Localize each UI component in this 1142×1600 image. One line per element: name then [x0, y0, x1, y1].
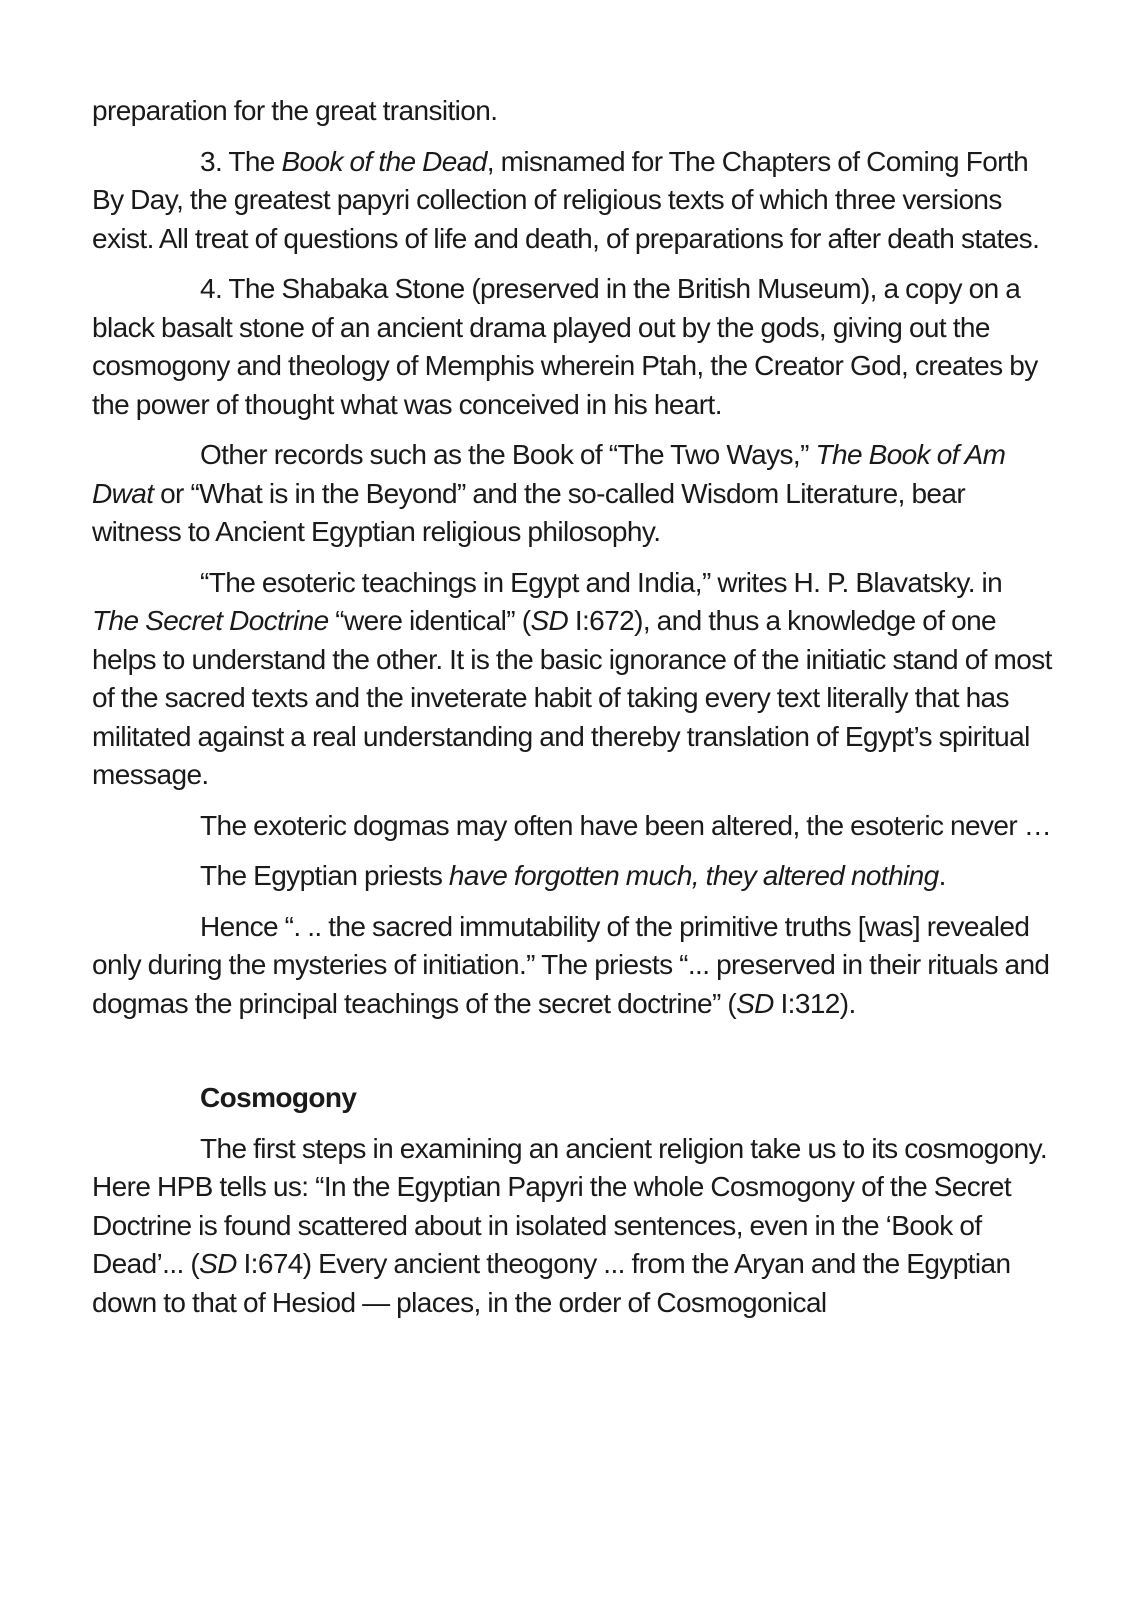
italic-abbrev: SD	[736, 987, 774, 1019]
text-segment: Other records such as the Book of “The Two Ways,”	[200, 439, 816, 470]
italic-phrase: have forgotten much, they altered nothing	[448, 860, 939, 891]
italic-title: The Secret Doctrine	[92, 605, 329, 636]
text-segment: The Egyptian priests	[200, 860, 449, 891]
section-heading-cosmogony	[92, 1079, 1052, 1118]
text-segment: I:312).	[773, 987, 856, 1019]
italic-abbrev: SD	[530, 605, 569, 636]
paragraph-egyptian-priests	[92, 857, 1052, 896]
text-segment: I:674) Every ancient theogony ... from the Aryan and the Egyptian down to that of Hesiod — places, in the order of Cosmogonical	[92, 1248, 1011, 1318]
paragraph-hence	[92, 908, 1052, 1024]
paragraph-shabaka-stone	[92, 270, 1052, 424]
text-segment: “The esoteric teachings in Egypt and India,” writes H. P. Blavatsky. in	[200, 566, 1003, 598]
paragraph-exoteric-dogmas	[92, 807, 1052, 846]
paragraph-esoteric-teachings	[92, 564, 1052, 795]
paragraph-text: preparation for the great transition.	[92, 95, 498, 126]
italic-title: The Book of Am Dwat	[92, 439, 1006, 509]
text-segment: I:672), and thus a knowledge of one helps to understand the other. It is the basic ignorance of the initiatic stand of most of the sacred texts and the inveterate habit of taking every text literally that has militated against a real understanding and thereby translation of Egypt’s spiritual message.	[92, 605, 1052, 790]
paragraph-other-records	[92, 436, 1052, 552]
text-segment: , misnamed for The Chapters of Coming Forth By Day, the greatest papyri collection of religious texts of which three versions exist. All treat of questions of life and death, of preparations for after death states.	[92, 145, 1040, 254]
text-segment: Hence “. .. the sacred immutability of the primitive truths [was] revealed only during the mysteries of initiation.” The priests “... preserved in their rituals and dogmas the principal teachings of the secret doctrine” (	[92, 910, 1050, 1019]
text-segment: “were identical” (	[328, 605, 531, 636]
heading-text: Cosmogony	[200, 1082, 357, 1113]
document-page	[92, 92, 1052, 1334]
paragraph-continuation	[92, 92, 1052, 131]
paragraph-text: The exoteric dogmas may often have been altered, the esoteric never …	[200, 809, 1052, 841]
text-segment: 3. The	[200, 145, 282, 177]
text-segment: or “What is in the Beyond” and the so-called Wisdom Literature, bear witness to Ancient Egyptian religious philosophy.	[92, 477, 966, 547]
text-segment: The first steps in examining an ancient religion take us to its cosmogony. Here HPB tells us: “In the Egyptian Papyri the whole Cosmogony of the Secret Doctrine is found scattered about in isolated sentences, even in the ‘Book of Dead’... (	[92, 1132, 1048, 1279]
paragraph-text: 4. The Shabaka Stone (preserved in the British Museum), a copy on a black basalt stone of an ancient drama played out by the gods, giving out the cosmogony and theology of Memphis wherein Ptah, the Creator God, creates by the power of thought what was conceived in his heart.	[92, 273, 1038, 420]
italic-abbrev: SD	[199, 1248, 237, 1279]
paragraph-book-of-the-dead	[92, 143, 1052, 259]
paragraph-cosmogony	[92, 1130, 1052, 1323]
italic-title: Book of the Dead	[281, 145, 487, 177]
text-segment: .	[938, 860, 946, 891]
